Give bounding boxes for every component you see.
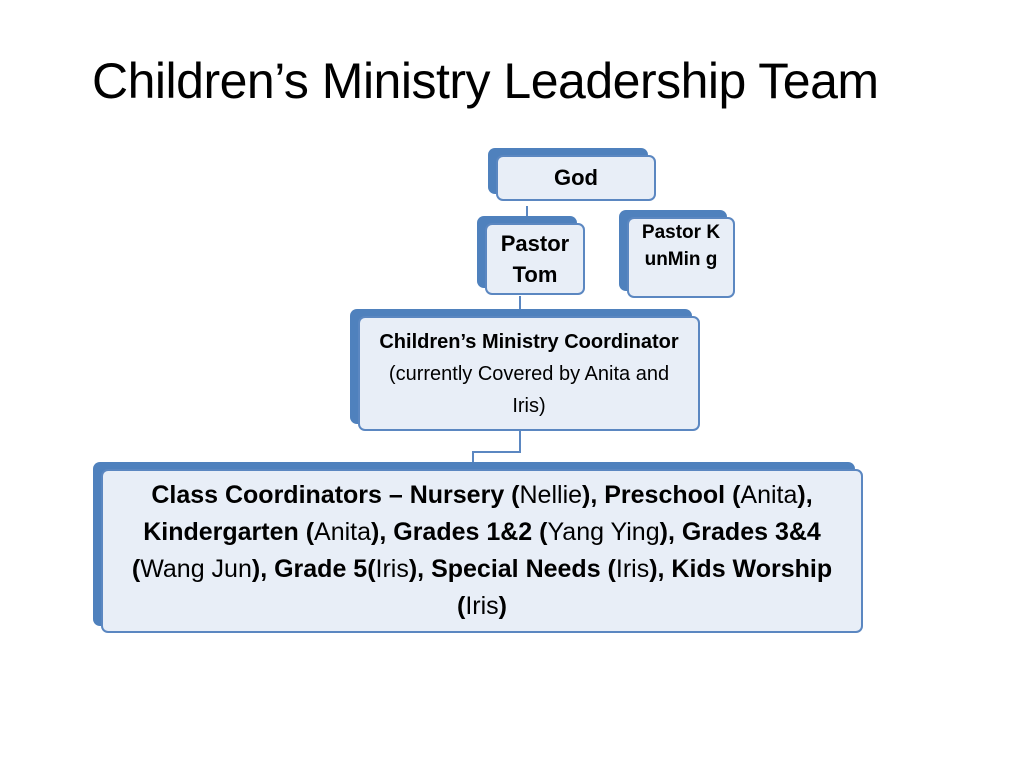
grades-1-2-name: Yang Ying xyxy=(547,518,660,546)
god-box-face xyxy=(496,155,656,201)
coordinator-title: Children’s Ministry Coordinator xyxy=(379,330,679,353)
coordinator-box xyxy=(358,316,700,431)
god-box xyxy=(496,155,656,201)
coordinator-box-face xyxy=(358,316,700,431)
kindergarten-name: Anita xyxy=(314,518,372,546)
special-needs-name: Iris xyxy=(615,555,650,583)
class-coordinators-text xyxy=(119,477,845,625)
kindergarten-heading: ), Kindergarten ( xyxy=(143,481,813,546)
connector-coordinator-to-class-coordinators xyxy=(473,431,520,466)
preschool-name: Anita xyxy=(740,481,798,509)
kids-worship-name: Iris xyxy=(465,592,499,620)
god-label: God xyxy=(554,165,598,190)
grade-5-heading: ), Grade 5( xyxy=(251,555,376,583)
grade-5-name: Iris xyxy=(375,555,409,583)
pastor-tom-box-face xyxy=(485,223,585,295)
kids-worship-heading: ), Kids Worship ( xyxy=(457,555,833,620)
class-coordinators-box-face xyxy=(101,469,863,633)
grades-3-4-name: Wang Jun xyxy=(140,555,252,583)
preschool-heading: ), Preschool ( xyxy=(582,481,741,509)
coordinator-detail: (currently Covered by Anita and Iris) xyxy=(388,362,670,417)
pastor-kunming-label: Pastor KunMin g xyxy=(641,222,721,270)
pastor-kunming-box-face xyxy=(627,217,735,298)
class-coordinators-close: ) xyxy=(498,592,507,620)
class-coordinators-lead: Class Coordinators – Nursery ( xyxy=(151,481,520,509)
slide-title: Children’s Ministry Leadership Team xyxy=(92,53,879,109)
grades-1-2-heading: ), Grades 1&2 ( xyxy=(371,518,548,546)
grades-3-4-heading: ), Grades 3&4 ( xyxy=(131,518,821,583)
class-coordinators-box xyxy=(101,469,863,633)
pastor-tom-label: Pastor Tom xyxy=(500,231,570,287)
pastor-tom-box xyxy=(485,223,585,295)
special-needs-heading: ), Special Needs ( xyxy=(408,555,616,583)
pastor-kunming-box xyxy=(627,217,735,298)
nursery-name: Nellie xyxy=(519,481,583,509)
coordinator-text xyxy=(372,326,686,422)
